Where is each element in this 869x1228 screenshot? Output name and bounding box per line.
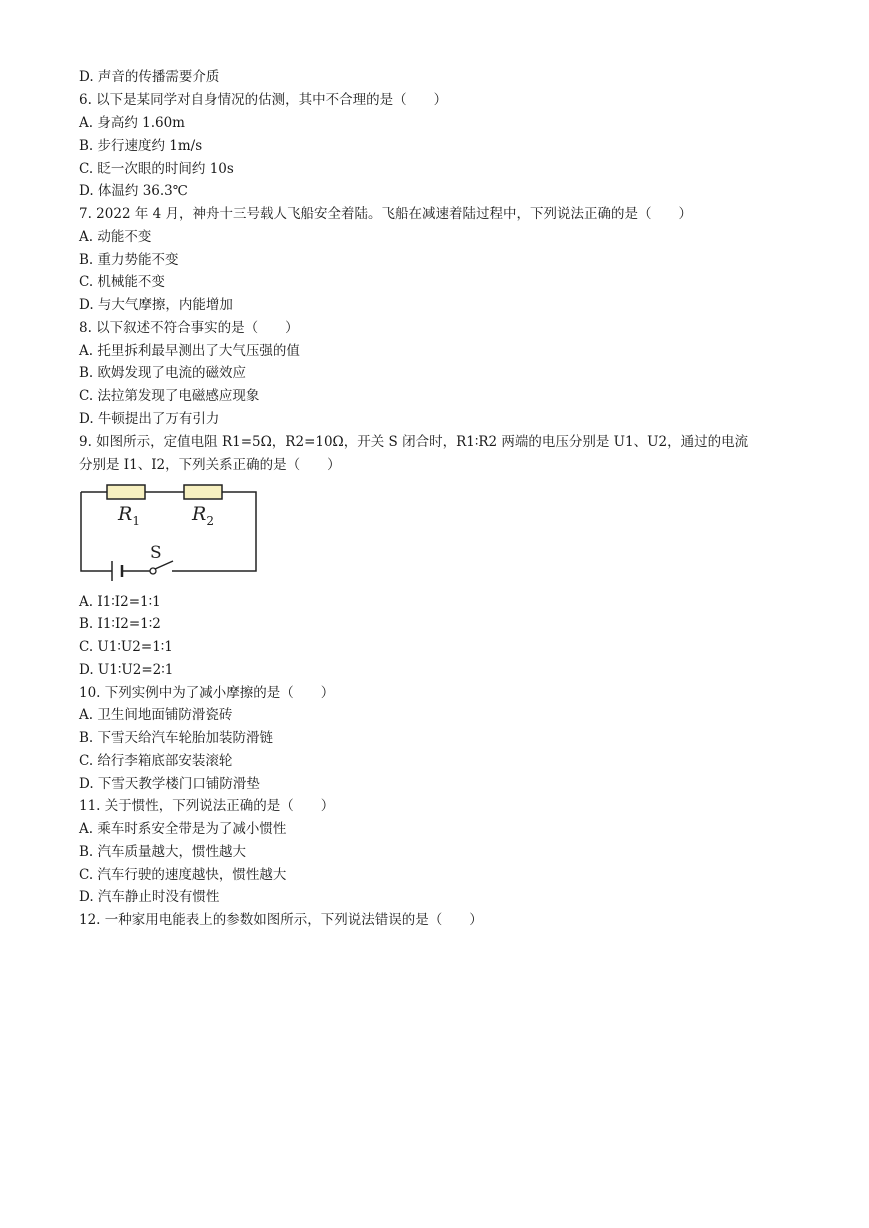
q9-option-a: A. I1∶I2=1∶1	[79, 594, 161, 610]
r1-label: $R_1$	[118, 503, 140, 528]
q7-option-a: A. 动能不变	[79, 229, 152, 245]
resistor-r1	[107, 485, 145, 499]
q6-option-d: D. 体温约 36.3℃	[79, 183, 188, 199]
q10-stem: 10. 下列实例中为了减小摩擦的是（ ）	[79, 685, 335, 701]
q8-option-a: A. 托里拆利最早测出了大气压强的值	[79, 343, 300, 359]
q10-option-b: B. 下雪天给汽车轮胎加装防滑链	[79, 730, 274, 746]
q6-stem: 6. 以下是某同学对自身情况的估测，其中不合理的是（ ）	[79, 92, 448, 108]
q9-option-b: B. I1∶I2=1∶2	[79, 616, 161, 632]
q9-option-d: D. U1∶U2=2∶1	[79, 662, 174, 678]
switch-label: S	[150, 543, 162, 563]
q11-option-b: B. 汽车质量越大，惯性越大	[79, 844, 247, 860]
q6-option-b: B. 步行速度约 1m/s	[79, 138, 203, 154]
q8-option-b: B. 欧姆发现了电流的磁效应	[79, 365, 247, 381]
q8-option-d: D. 牛顿提出了万有引力	[79, 411, 220, 427]
q5-option-d: D. 声音的传播需要介质	[79, 69, 220, 85]
q8-stem: 8. 以下叙述不符合事实的是（ ）	[79, 320, 299, 336]
q7-option-d: D. 与大气摩擦，内能增加	[79, 297, 233, 313]
r2-label: $R_2$	[192, 503, 214, 528]
q11-option-c: C. 汽车行驶的速度越快，惯性越大	[79, 867, 287, 883]
q6-option-a: A. 身高约 1.60m	[79, 115, 185, 131]
resistor-r2	[184, 485, 222, 499]
q9-stem-line1: 9. 如图所示，定值电阻 R1=5Ω，R2=10Ω，开关 S 闭合时，R1∶R2 两端的电压分别是 U1、U2，通过的电流	[79, 434, 749, 450]
wire-right	[172, 492, 256, 571]
wire-left	[81, 492, 112, 571]
q7-option-b: B. 重力势能不变	[79, 252, 179, 268]
q7-option-c: C. 机械能不变	[79, 274, 165, 290]
q7-stem: 7. 2022 年 4 月，神舟十三号载人飞船安全着陆。飞船在减速着陆过程中，下列说法正确的是（ ）	[79, 206, 692, 222]
q10-option-d: D. 下雪天教学楼门口铺防滑垫	[79, 776, 260, 792]
circuit-diagram	[76, 478, 266, 583]
q11-stem: 11. 关于惯性，下列说法正确的是（ ）	[79, 798, 335, 814]
q11-option-d: D. 汽车静止时没有惯性	[79, 889, 220, 905]
q9-option-c: C. U1∶U2=1∶1	[79, 639, 173, 655]
q10-option-a: A. 卫生间地面铺防滑瓷砖	[79, 707, 233, 723]
q10-option-c: C. 给行李箱底部安装滚轮	[79, 753, 233, 769]
q9-stem-line2: 分别是 I1、I2，下列关系正确的是（ ）	[79, 457, 341, 473]
q12-stem: 12. 一种家用电能表上的参数如图所示，下列说法错误的是（ ）	[79, 912, 483, 928]
q6-option-c: C. 眨一次眼的时间约 10s	[79, 161, 234, 177]
q11-option-a: A. 乘车时系安全带是为了减小惯性	[79, 821, 287, 837]
q8-option-c: C. 法拉第发现了电磁感应现象	[79, 388, 260, 404]
